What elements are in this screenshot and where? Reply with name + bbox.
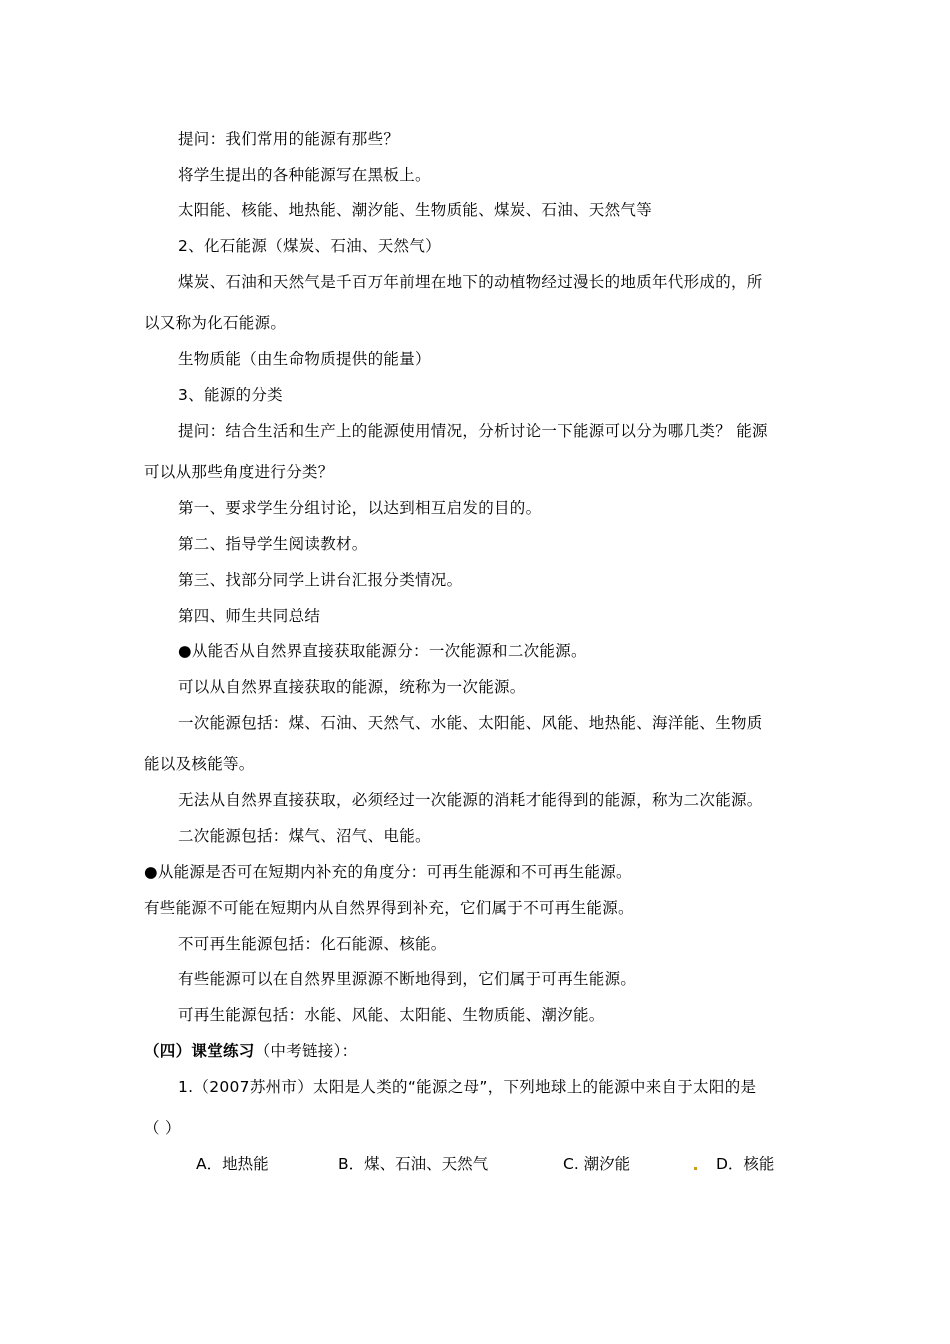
text-line: 第四、师生共同总结 xyxy=(178,607,321,625)
text-line: 提问：我们常用的能源有那些？ xyxy=(178,130,400,148)
text-line: 生物质能（由生命物质提供的能量） xyxy=(178,350,431,368)
section-subtitle: （中考链接）： xyxy=(254,1042,358,1060)
section-title: （四）课堂练习 xyxy=(144,1042,255,1060)
text-line: 有些能源不可能在短期内从自然界得到补充，它们属于不可再生能源。 xyxy=(144,899,634,917)
text-line: ●从能源是否可在短期内补充的角度分：可再生能源和不可再生能源。 xyxy=(144,863,632,881)
answer-bracket: （ ） xyxy=(144,1119,181,1137)
option-d: D．核能 xyxy=(716,1155,775,1173)
option-a: A．地热能 xyxy=(196,1155,269,1173)
text-line: ●从能否从自然界直接获取能源分：一次能源和二次能源。 xyxy=(178,642,587,660)
option-b: B．煤、石油、天然气 xyxy=(338,1155,489,1173)
option-c: C. 潮汐能 xyxy=(563,1155,631,1173)
section-heading xyxy=(144,1041,357,1061)
text-line: 有些能源可以在自然界里源源不断地得到，它们属于可再生能源。 xyxy=(178,970,637,988)
text-line: 以又称为化石能源。 xyxy=(144,314,287,332)
text-line: 第三、找部分同学上讲台汇报分类情况。 xyxy=(178,571,463,589)
question-stem: 1.（2007苏州市）太阳是人类的“能源之母”，下列地球上的能源中来自于太阳的是 xyxy=(178,1078,757,1096)
answer-options xyxy=(0,1154,950,1176)
text-line: 第二、指导学生阅读教材。 xyxy=(178,535,368,553)
text-line: 无法从自然界直接获取，必须经过一次能源的消耗才能得到的能源，称为二次能源。 xyxy=(178,791,763,809)
text-line: 能以及核能等。 xyxy=(144,755,255,773)
stray-dot-mark xyxy=(694,1167,697,1170)
text-line: 3、能源的分类 xyxy=(178,386,283,404)
text-line: 不可再生能源包括：化石能源、核能。 xyxy=(178,935,447,953)
text-line: 一次能源包括：煤、石油、天然气、水能、太阳能、风能、地热能、海洋能、生物质 xyxy=(178,714,763,732)
text-line: 将学生提出的各种能源写在黑板上。 xyxy=(178,166,431,184)
text-line: 可以从那些角度进行分类？ xyxy=(144,463,334,481)
text-line: 太阳能、核能、地热能、潮汐能、生物质能、煤炭、石油、天然气等 xyxy=(178,201,653,219)
text-line: 2、化石能源（煤炭、石油、天然气） xyxy=(178,237,441,255)
text-line: 提问：结合生活和生产上的能源使用情况，分析讨论一下能源可以分为哪几类？ 能源 xyxy=(178,422,768,440)
text-line: 可以从自然界直接获取的能源，统称为一次能源。 xyxy=(178,678,526,696)
text-line: 二次能源包括：煤气、沼气、电能。 xyxy=(178,827,431,845)
text-line: 第一、要求学生分组讨论，以达到相互启发的目的。 xyxy=(178,499,542,517)
text-line: 煤炭、石油和天然气是千百万年前埋在地下的动植物经过漫长的地质年代形成的，所 xyxy=(178,273,763,291)
text-line: 可再生能源包括：水能、风能、太阳能、生物质能、潮汐能。 xyxy=(178,1006,605,1024)
